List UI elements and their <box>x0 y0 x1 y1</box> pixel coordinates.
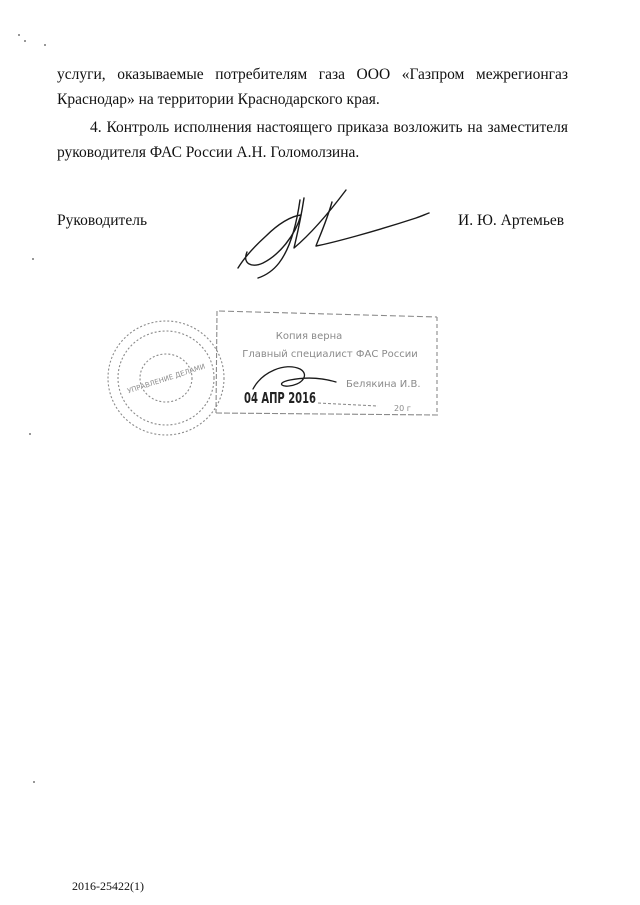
paragraph-1: услуги, оказываемые потребителям газа ООО «Газпром межрегионгаз Краснодар» на территории Краснодарского края. <box>57 66 568 108</box>
copy-stamp-title: Копия верна <box>275 331 343 342</box>
signatory-name: И. Ю. Артемьев <box>458 212 565 229</box>
paragraph-2: 4. Контроль исполнения настоящего приказа возложить на заместителя руководителя ФАС России А.Н. Голомолзина. <box>57 119 568 161</box>
scan-speck <box>24 40 26 42</box>
scan-speck <box>18 34 20 36</box>
document-number: 2016-25422(1) <box>72 879 144 893</box>
copy-stamp-person: Белякина И.В. <box>346 379 421 390</box>
copy-stamp-date: 04 АПР 2016 <box>244 389 316 407</box>
copy-stamp-year: 20 г <box>394 404 411 413</box>
scan-speck <box>32 258 34 260</box>
scan-speck <box>29 433 31 435</box>
round-seal-text: УПРАВЛЕНИЕ ДЕЛАМИ <box>126 362 207 396</box>
scan-speck <box>33 781 35 783</box>
copy-stamp-position: Главный специалист ФАС России <box>242 349 418 360</box>
signatory-position: Руководитель <box>57 212 148 229</box>
scan-speck <box>44 44 46 46</box>
